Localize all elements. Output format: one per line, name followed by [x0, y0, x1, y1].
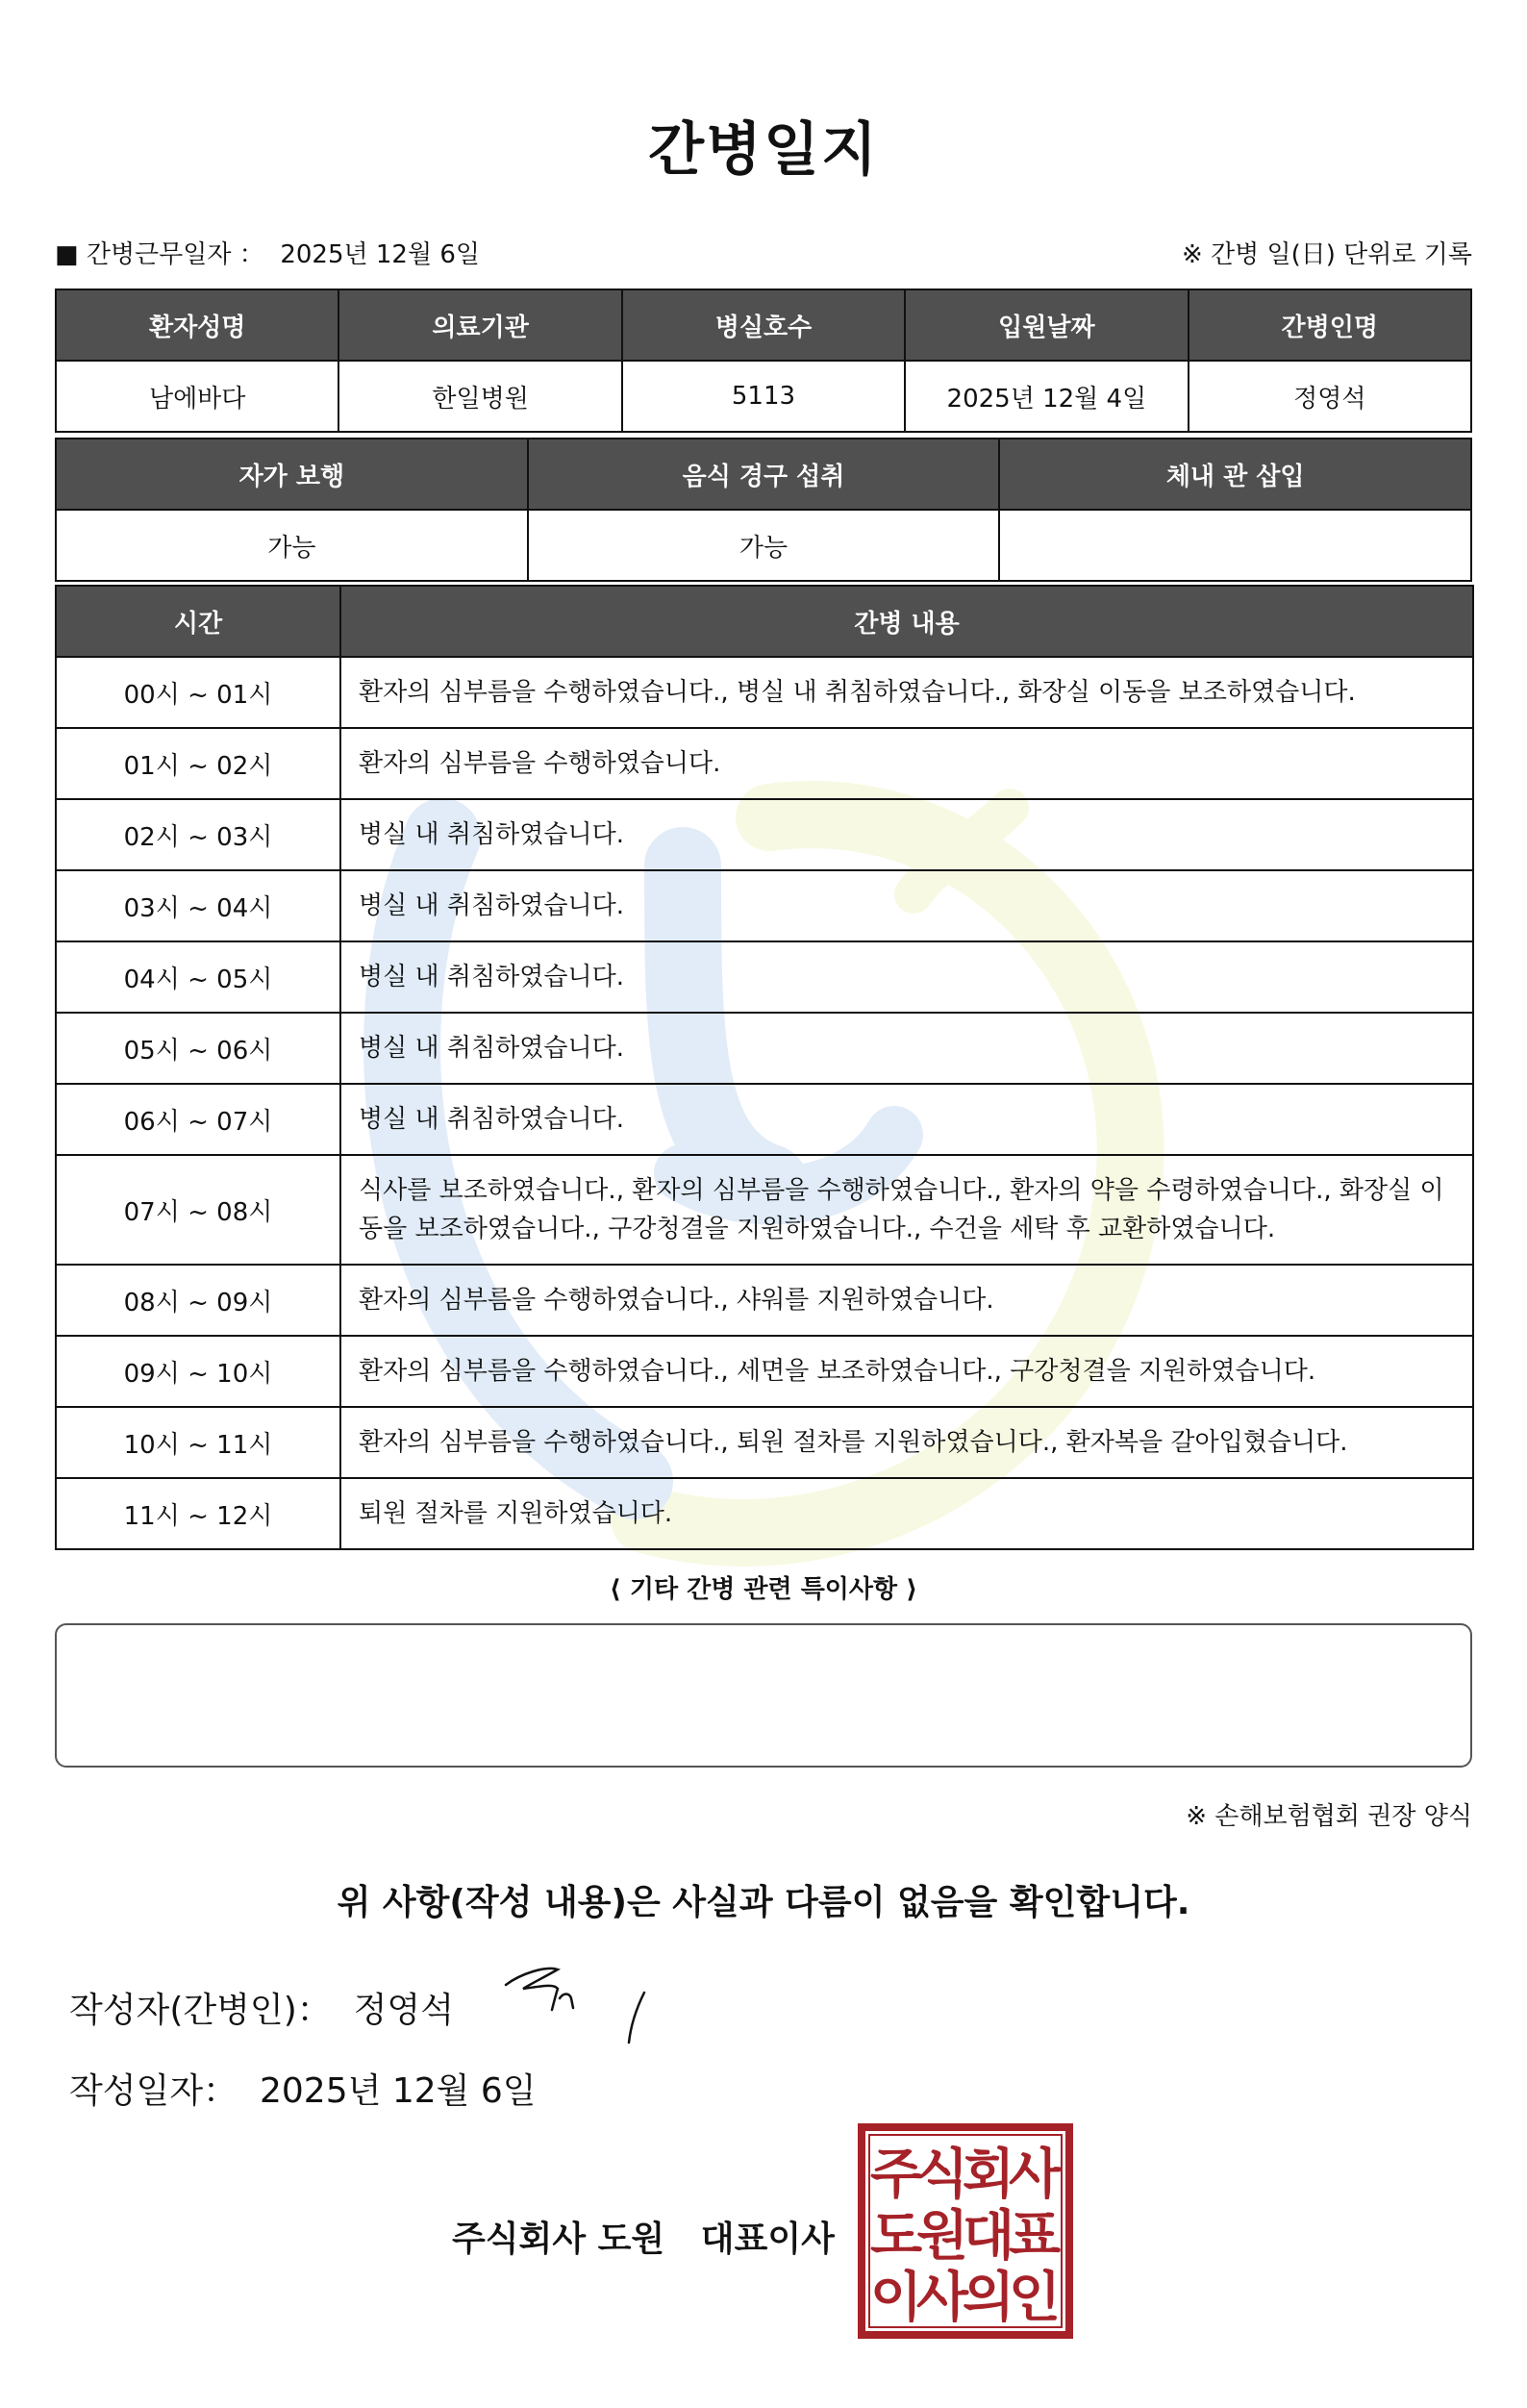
log-content: 환자의 심부름을 수행하였습니다., 퇴원 절차를 지원하였습니다., 환자복을 갈아입혔습니다.	[340, 1407, 1473, 1478]
header-caregiver-name: 간병인명	[1189, 289, 1471, 361]
svg-text:인: 인	[1008, 2267, 1062, 2329]
header-admission-date: 입원날짜	[905, 289, 1188, 361]
table-row	[56, 799, 1473, 870]
oral-intake-value: 가능	[528, 510, 1000, 581]
table-row	[56, 728, 1473, 799]
special-notes-box	[55, 1623, 1472, 1768]
self-walking-value: 가능	[56, 510, 528, 581]
header-tube-insertion: 체내 관 삽입	[999, 439, 1471, 510]
log-time: 08시 ~ 09시	[56, 1265, 340, 1336]
log-content: 환자의 심부름을 수행하였습니다., 세면을 보조하였습니다., 구강청결을 지원하였습니다.	[340, 1336, 1473, 1407]
log-time: 00시 ~ 01시	[56, 657, 340, 728]
svg-text:표: 표	[1008, 2205, 1062, 2268]
svg-text:사: 사	[915, 2267, 969, 2329]
table-row	[56, 941, 1473, 1013]
log-time: 03시 ~ 04시	[56, 870, 340, 941]
header-room-number: 병실호수	[622, 289, 905, 361]
svg-text:식: 식	[915, 2144, 969, 2206]
writer-name: 정영석	[353, 1991, 454, 2030]
log-content: 퇴원 절차를 지원하였습니다.	[340, 1478, 1473, 1549]
patient-status-table	[55, 438, 1472, 582]
date-label: 작성일자：	[69, 2071, 238, 2111]
header-care-content: 간병 내용	[340, 586, 1473, 657]
table-row	[56, 1265, 1473, 1336]
log-time: 05시 ~ 06시	[56, 1013, 340, 1084]
table-row	[56, 870, 1473, 941]
table-row	[56, 1084, 1473, 1155]
handwritten-signature-icon	[500, 1960, 654, 2046]
log-content: 환자의 심부름을 수행하였습니다.	[340, 728, 1473, 799]
caregiver-name: 정영석	[1189, 361, 1471, 432]
header-oral-intake: 음식 경구 섭취	[528, 439, 1000, 510]
log-content: 병실 내 취침하였습니다.	[340, 941, 1473, 1013]
log-content: 식사를 보조하였습니다., 환자의 심부름을 수행하였습니다., 환자의 약을 수령하였습니다., 화장실 이동을 보조하였습니다., 구강청결을 지원하였습니다., 수건을 세탁 후 교환하였습니다.	[340, 1155, 1473, 1265]
work-date-row	[55, 235, 1472, 273]
table-row	[56, 1336, 1473, 1407]
header-patient-name: 환자성명	[56, 289, 338, 361]
unit-note: ※ 간병 일(日) 단위로 기록	[1181, 240, 1472, 269]
svg-text:사: 사	[1008, 2144, 1062, 2206]
patient-name: 남에바다	[56, 361, 338, 432]
writer-row	[69, 1983, 454, 2032]
form-notice: ※ 손해보험협회 권장 양식	[1186, 1802, 1472, 1831]
log-content: 병실 내 취침하였습니다.	[340, 1084, 1473, 1155]
log-time: 11시 ~ 12시	[56, 1478, 340, 1549]
table-row	[56, 1013, 1473, 1084]
svg-text:도: 도	[869, 2205, 923, 2268]
hospital-name: 한일병원	[338, 361, 621, 432]
patient-info-table	[55, 288, 1472, 433]
svg-text:회: 회	[962, 2144, 1015, 2206]
log-time: 04시 ~ 05시	[56, 941, 340, 1013]
log-content: 병실 내 취침하였습니다.	[340, 1013, 1473, 1084]
table-row	[56, 1155, 1473, 1265]
company-seal-icon	[858, 2123, 1073, 2339]
log-time: 02시 ~ 03시	[56, 799, 340, 870]
confirmation-statement: 위 사항(작성 내용)은 사실과 다름이 없음을 확인합니다.	[337, 1883, 1190, 1922]
header-hospital: 의료기관	[338, 289, 621, 361]
work-date	[55, 235, 480, 270]
special-notes-title: ⟨ 기타 간병 관련 특이사항 ⟩	[609, 1575, 918, 1604]
log-time: 06시 ~ 07시	[56, 1084, 340, 1155]
care-log-table	[55, 585, 1474, 1550]
page-title: 간병일지	[648, 116, 879, 184]
log-time: 01시 ~ 02시	[56, 728, 340, 799]
svg-text:이: 이	[869, 2267, 923, 2329]
log-content: 병실 내 취침하였습니다.	[340, 870, 1473, 941]
work-date-label: ■ 간병근무일자 ：	[55, 240, 264, 269]
log-time: 10시 ~ 11시	[56, 1407, 340, 1478]
log-content: 환자의 심부름을 수행하였습니다., 샤워를 지원하였습니다.	[340, 1265, 1473, 1336]
tube-insertion-value	[999, 510, 1471, 581]
svg-text:의: 의	[962, 2267, 1015, 2329]
header-self-walking: 자가 보행	[56, 439, 528, 510]
room-number: 5113	[622, 361, 905, 432]
log-time: 09시 ~ 10시	[56, 1336, 340, 1407]
svg-text:대: 대	[962, 2205, 1015, 2268]
admission-date: 2025년 12월 4일	[905, 361, 1188, 432]
writer-label: 작성자(간병인)：	[69, 1991, 332, 2030]
svg-text:원: 원	[915, 2205, 969, 2268]
svg-text:주: 주	[869, 2144, 923, 2206]
company-representative: 주식회사 도원 대표이사	[452, 2220, 835, 2259]
table-row	[56, 1407, 1473, 1478]
work-date-value: 2025년 12월 6일	[280, 240, 480, 269]
written-date-row	[69, 2064, 537, 2113]
log-content: 환자의 심부름을 수행하였습니다., 병실 내 취침하였습니다., 화장실 이동을 보조하였습니다.	[340, 657, 1473, 728]
date-value: 2025년 12월 6일	[260, 2071, 537, 2111]
table-row	[56, 657, 1473, 728]
header-time: 시간	[56, 586, 340, 657]
log-time: 07시 ~ 08시	[56, 1155, 340, 1265]
table-row	[56, 1478, 1473, 1549]
log-content: 병실 내 취침하였습니다.	[340, 799, 1473, 870]
